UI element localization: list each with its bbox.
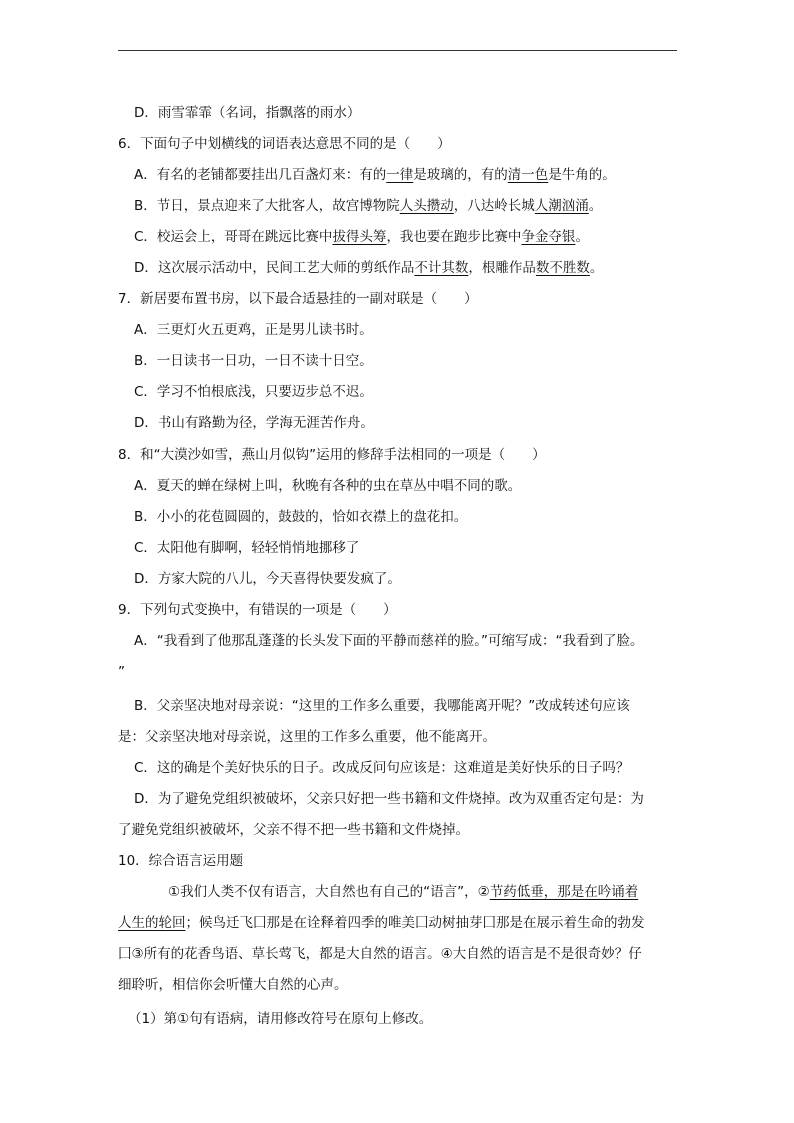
q6c-underline-1: 拔得头筹 bbox=[332, 229, 387, 245]
q6a-underline-1: 一律 bbox=[386, 167, 414, 183]
q9-option-d: D．为了避免党组织被破坏，父亲只好把一些书籍和文件烧掉。改为双重否定句是：为 bbox=[134, 791, 644, 807]
q10-passage-line-3: 囗③所有的花香鸟语、草长莺飞，都是大自然的语言。④大自然的语言是不是很奇妙？仔 bbox=[118, 946, 642, 962]
q7-option-a: A．三更灯火五更鸡，正是男儿读书时。 bbox=[134, 322, 373, 338]
q10-passage-line-1: ①我们人类不仅有语言，大自然也有自己的“语言”，②节药低垂，那是在吟诵着 bbox=[168, 884, 639, 900]
q9-option-a: A．“我看到了他那乱蓬蓬的长头发下面的平静而慈祥的脸。”可缩写成：“我看到了脸。 bbox=[134, 633, 644, 649]
q6d-underline-1: 不计其数 bbox=[414, 260, 469, 276]
q9-option-b-continued: 是：父亲坚决地对母亲说，这里的工作多么重要，他不能离开。 bbox=[118, 729, 496, 745]
q8-stem: 8．和“大漠沙如雪，燕山月似钩”运用的修辞手法相同的一项是（ ） bbox=[118, 447, 546, 463]
q6b-underline-1: 人头攒动 bbox=[399, 198, 454, 214]
q6-stem: 6．下面句子中划横线的词语表达意思不同的是（ ） bbox=[118, 136, 451, 152]
q9-option-b: B．父亲坚决地对母亲说：“这里的工作多么重要，我哪能离开呢？”改成转述句应该 bbox=[134, 698, 630, 714]
q10-subquestion-1: （1）第①句有语病，请用修改符号在原句上修改。 bbox=[128, 1011, 433, 1027]
q9-stem: 9．下列句式变换中，有错误的一项是（ ） bbox=[118, 602, 397, 618]
q9-option-d-continued: 了避免党组织被破坏，父亲不得不把一些书籍和文件烧掉。 bbox=[118, 822, 469, 838]
q6-option-a: A．有名的老铺都要挂出几百盏灯来：有的一律是玻璃的，有的清一色是牛角的。 bbox=[134, 167, 616, 183]
q7-option-b: B．一日读书一日功，一日不读十日空。 bbox=[134, 353, 373, 369]
q6b-underline-2: 人潮汹涌 bbox=[534, 198, 589, 214]
q6-option-c: C．校运会上，哥哥在跳远比赛中拔得头筹，我也要在跑步比赛中争金夺银。 bbox=[134, 229, 589, 245]
q7-stem: 7．新居要布置书房，以下最合适悬挂的一副对联是（ ） bbox=[118, 291, 478, 307]
header-rule bbox=[118, 50, 677, 51]
q9-option-a-continued: ” bbox=[118, 664, 125, 680]
q7-option-d: D．书山有路勤为径，学海无涯苦作舟。 bbox=[134, 415, 374, 431]
q6d-underline-2: 数不胜数 bbox=[535, 260, 590, 276]
q5-option-d: D．雨雪霏霏（名词，指飘落的雨水） bbox=[134, 105, 361, 121]
q10-passage-line-2: 人生的轮回；候鸟迁飞囗那是在诠释着四季的唯美囗动树抽芽囗那是在展示着生命的勃发 bbox=[118, 915, 645, 931]
q10-underline-1: 节药低垂，那是在吟诵着 bbox=[489, 884, 639, 900]
q8-option-d: D．方家大院的八儿，今天喜得快要发疯了。 bbox=[134, 571, 401, 587]
q10-passage-line-4: 细聆听，相信你会听懂大自然的心声。 bbox=[118, 977, 348, 993]
q6-option-b: B．节日，景点迎来了大批客人，故宫博物院人头攒动，八达岭长城人潮汹涌。 bbox=[134, 198, 603, 214]
q7-option-c: C．学习不怕根底浅，只要迈步总不迟。 bbox=[134, 384, 373, 400]
q6c-underline-2: 争金夺银 bbox=[521, 229, 576, 245]
q9-option-c: C．这的确是个美好快乐的日子。改成反问句应该是：这难道是美好快乐的日子吗？ bbox=[134, 760, 630, 776]
q8-option-b: B．小小的花苞圆圆的，鼓鼓的，恰如衣襟上的盘花扣。 bbox=[134, 509, 468, 525]
q6-option-d: D．这次展示活动中，民间工艺大师的剪纸作品不计其数，根雕作品数不胜数。 bbox=[134, 260, 604, 276]
q10-stem: 10．综合语言运用题 bbox=[118, 853, 244, 869]
q10-underline-2: 人生的轮回 bbox=[118, 915, 186, 931]
q8-option-a: A．夏天的蝉在绿树上叫，秋晚有各种的虫在草丛中唱不同的歌。 bbox=[134, 478, 522, 494]
q6a-underline-2: 清一色 bbox=[507, 167, 549, 183]
q8-option-c: C．太阳他有脚啊，轻轻悄悄地挪移了 bbox=[134, 540, 360, 556]
